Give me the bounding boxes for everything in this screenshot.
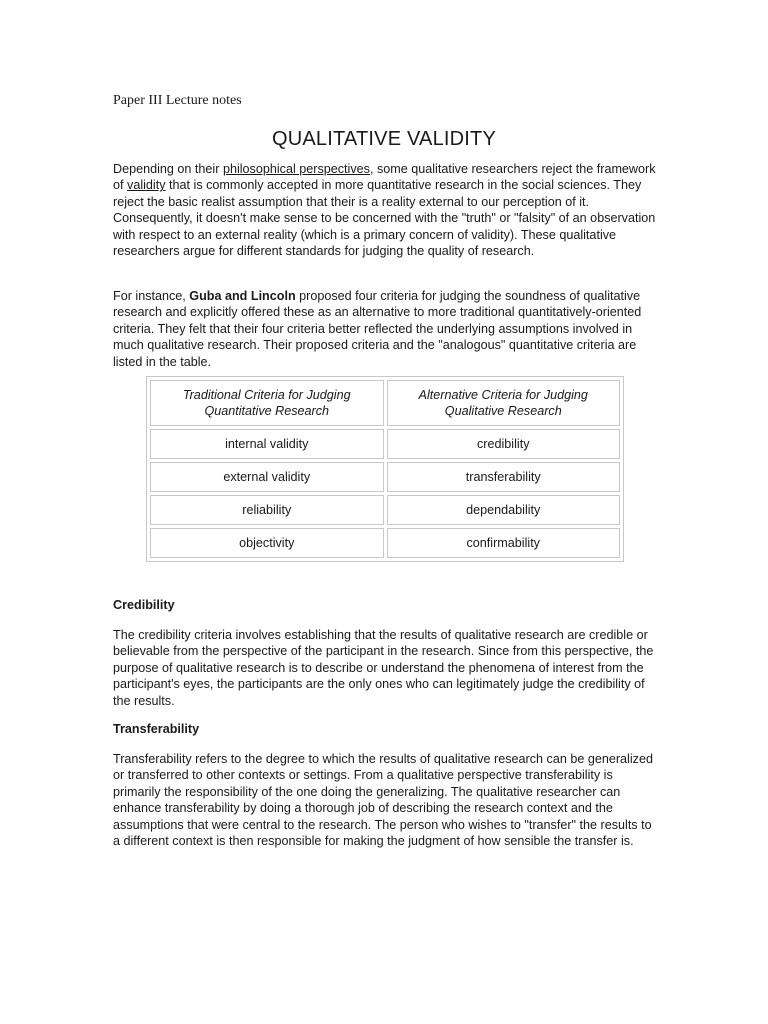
guba-lincoln-bold: Guba and Lincoln	[189, 289, 296, 303]
table-cell: objectivity	[150, 528, 384, 558]
intro-text-3: that is commonly accepted in more quantitative research in the social sciences. They reject the basic realist assumption that their is a reality external to our perception of it. Consequently, it doesn't make sense to be concerned with the "truth" or "falsity" of an observation with respect to an external reality (which is a primary concern of validity). These qualitative researchers argue for different standards for judging the quality of research.	[113, 178, 656, 259]
header-alternative: Alternative Criteria for Judging Qualitative Research	[387, 380, 621, 426]
table-cell: transferability	[387, 462, 621, 492]
table-header-row	[150, 380, 620, 426]
table-cell: confirmability	[387, 528, 621, 558]
credibility-heading: Credibility	[113, 598, 175, 612]
validity-link[interactable]: validity	[127, 178, 166, 193]
table-cell: external validity	[150, 462, 384, 492]
page-header: Paper III Lecture notes	[113, 93, 242, 108]
criteria-table	[146, 376, 624, 562]
table-row	[150, 429, 620, 459]
transferability-heading: Transferability	[113, 722, 200, 736]
intro-text-1: Depending on their	[113, 162, 223, 176]
table-cell: internal validity	[150, 429, 384, 459]
transferability-paragraph: Transferability refers to the degree to which the results of qualitative research can be generalized or transferred to other contexts or settings. From a qualitative perspective transferability is primarily the responsibility of the one doing the generalizing. The qualitative researcher can enhance transferability by doing a thorough job of describing the research context and the assumptions that were central to the research. The person who wishes to "transfer" the results to a different context is then responsible for making the judgment of how sensible the transfer is.	[113, 752, 653, 849]
table-cell: dependability	[387, 495, 621, 525]
intro-paragraph	[113, 161, 658, 259]
philosophical-perspectives-link[interactable]: philosophical perspectives	[222, 162, 370, 176]
criteria-paragraph	[113, 288, 658, 370]
table-row	[150, 495, 620, 525]
table-cell: reliability	[150, 495, 384, 525]
table-row	[150, 462, 620, 492]
table-cell: credibility	[387, 429, 621, 459]
document-title: QUALITATIVE VALIDITY	[271, 128, 497, 150]
criteria-text-2: proposed four criteria for judging the soundness of qualitative research and explicitly offered these as an alternative to more traditional quantitatively-oriented criteria. They felt that their four criteria better reflected the underlying assumptions involved in much qualitative research. Their proposed criteria and the "analogous" quantitative criteria are listed in the table.	[113, 289, 642, 369]
intro-text-2: , some qualitative researchers reject the framework of	[113, 162, 656, 193]
criteria-text-1: For instance,	[113, 289, 190, 303]
credibility-paragraph: The credibility criteria involves establishing that the results of qualitative research are credible or believable from the perspective of the participant in the research. Since from this perspective, the purpose of qualitative research is to describe or understand the phenomena of interest from the participant's eyes, the participants are the only ones who can legitimately judge the credibility of the results.	[113, 628, 654, 708]
header-traditional: Traditional Criteria for Judging Quantitative Research	[150, 380, 384, 426]
table-row	[150, 528, 620, 558]
